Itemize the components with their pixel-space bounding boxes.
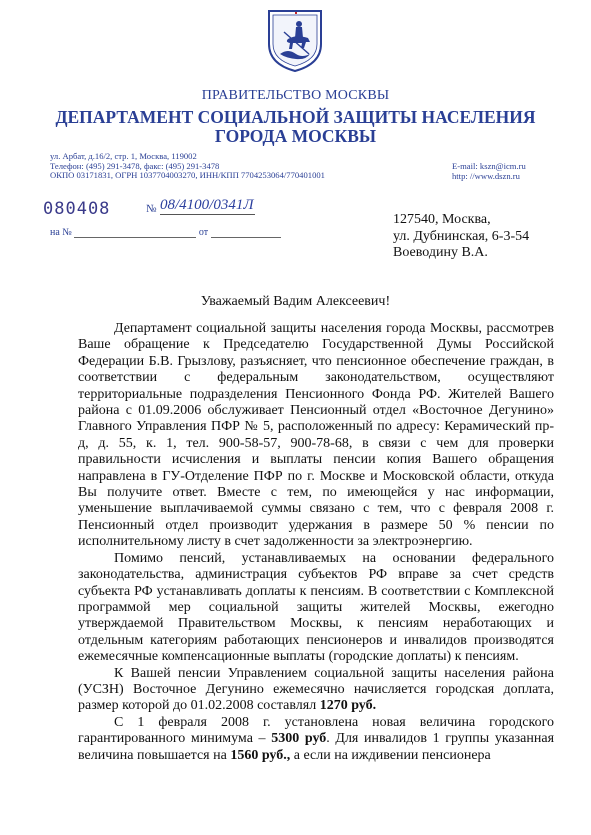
amount-5300: 5300 руб [271,731,327,747]
registration-stamp-number: 080408 [43,199,111,219]
paragraph-1: Департамент социальной защиты населения города Москвы, рассмотрев Ваше обращение к Председателю Государственной Думы Российской Федерации Б.В. Грызлову, разъясняет, что пенсионное обеспечение граждан, в соответствии с федеральным законодательством, осуществляют территориальные подразделения Пенсионного Фонда РФ. Жителей Вашего района с 01.09.2006 обслуживает Пенсионный отдел «Восточное Дегунино» Главного Управления ПФР № 5, расположенный по адресу: Керамический пр-д, д. 55, к. 1, тел. 900-58-57, 900-78-68, в связи с чем для проверки правильности исчисления и выплаты пенсии копия Вашего обращения направлена в ГУ-Отделение ПФР по г. Москве и Московской области, откуда Вы получите ответ. Вместе с тем, по имеющейся у нас информации, уменьшение выплачиваемой суммы связано с тем, что с февраля 2008 г. Пенсионный отдел производит удержания в размере 50 % пенсии по исполнительному листу в счет задолженности за электроэнергию. [78,321,554,550]
address-line: ул. Арбат, д.16/2, стр. 1, Москва, 119002 [50,151,197,161]
reference-date-blank [211,237,281,238]
letterhead-online-contacts [452,162,526,181]
reference-line [50,227,281,238]
recipient-address [393,212,529,262]
email-line: E-mail: kszn@icm.ru [452,161,526,171]
reference-number-label: на № [50,227,72,238]
paragraph-4-text-b: . Для инвалидов 1 группы указанная величина повышается на [78,731,555,763]
recipient-line1: 127540, Москва, [393,212,491,227]
phone-line: Телефон: (495) 291-3478, факс: (495) 291-3478 [50,160,220,171]
website-line: http: //www.dszn.ru [452,170,520,181]
handwritten-registration-number: 08/4100/0341Л [160,197,254,213]
letter-body [78,321,554,764]
amount-1560: 1560 руб., [230,747,291,763]
greeting: Уважаемый Вадим Алексеевич! [200,294,391,309]
government-title: ПРАВИТЕЛЬСТВО МОСКВЫ [201,88,390,103]
recipient-line3: Воеводину В.А. [393,245,488,261]
paragraph-2: Помимо пенсий, устанавливаемых на основании федерального законодательства, администрация субъектов РФ вправе за счет средств субъекта РФ устанавливать доплаты к пенсиям. В соответствии с Комплексной программой мер социальной защиты жителей Москвы, ежегодно утверждаемой Правительством Москвы, к пенсиям неработающих и отдельным категориям работающих пенсионеров и инвалидов производятся ежемесячные компенсационные выплаты (городские доплаты) к пенсиям. [78,550,554,665]
department-title-line1: ДЕПАРТАМЕНТ СОЦИАЛЬНОЙ ЗАЩИТЫ НАСЕЛЕНИЯ [55,107,536,127]
reference-date-label: от [198,227,209,238]
amount-1270: 1270 руб. [319,698,377,714]
registration-number-label: № [146,203,157,215]
recipient-line2: ул. Дубнинская, 6-3-54 [393,228,530,244]
codes-line: ОКПО 03171831, ОГРН 1037704003270, ИНН/КПП 7704253064/770401001 [50,170,325,181]
moscow-coat-of-arms-icon [266,8,324,74]
paragraph-4-text-c: а если на иждивении пенсионера [293,747,491,763]
paragraph-3 [78,666,554,715]
reference-number-blank [74,237,196,238]
paragraph-4 [78,715,554,764]
letterhead-contacts [50,152,325,181]
paragraph-4-text-a: С 1 февраля 2008 г. установлена новая величина городского гарантированного минимума – [78,714,554,747]
paragraph-3-text: К Вашей пенсии Управлением социальной защиты населения района (УСЗН) Восточное Дегунино ежемесячно начисляется городская доплата, размер которой до 01.02.2008 составлял [78,665,554,714]
department-title-line2: ГОРОДА МОСКВЫ [214,126,377,146]
